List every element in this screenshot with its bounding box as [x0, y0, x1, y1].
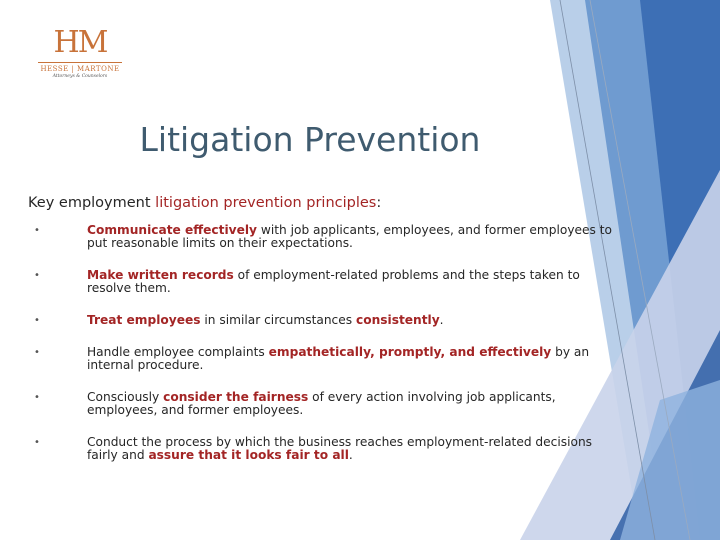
logo-name: HESSE | MARTONE [38, 62, 122, 73]
bullet-prefix: Handle employee complaints [87, 345, 269, 359]
bullet-glyph: • [34, 437, 40, 448]
bullet-text: in similar circumstances [200, 313, 356, 327]
bullet-glyph: • [34, 225, 40, 236]
bullet-emphasis: assure that it looks fair to all [148, 448, 349, 462]
intro-prefix: Key employment [28, 195, 156, 211]
bullet-glyph: • [34, 392, 40, 403]
bullet-glyph: • [34, 315, 40, 326]
intro-suffix: : [376, 195, 382, 211]
bullet-text: of every action involving job applicants, employees, and former employees. [87, 390, 556, 417]
list-item [34, 391, 614, 417]
slide-title: Litigation Prevention [139, 120, 481, 159]
bullet-emphasis-2: consistently [355, 313, 440, 327]
bullet-emphasis: empathetically, promptly, and effectively [268, 345, 552, 359]
company-logo [38, 25, 122, 79]
list-item [34, 346, 614, 372]
intro-line [28, 195, 381, 211]
bullet-emphasis: Make written records [87, 268, 234, 282]
logo-tagline: Attorneys & Counselors [52, 74, 108, 79]
bullet-prefix: Conduct the process by which the business reaches employment-related decisions fairly and [87, 435, 593, 462]
bullet-text: . [348, 448, 353, 462]
bullet-text: with job applicants, employees, and former employees to put reasonable limits on their expectations. [87, 223, 613, 250]
bullet-prefix: Consciously [87, 390, 164, 404]
bullet-text: of employment-related problems and the steps taken to resolve them. [87, 268, 580, 295]
bullet-glyph: • [34, 270, 40, 281]
intro-highlight: litigation prevention principles [155, 195, 377, 211]
bullet-emphasis: Communicate effectively [87, 223, 257, 237]
bullet-text: by an internal procedure. [87, 345, 590, 372]
list-item [34, 224, 614, 250]
bullet-emphasis: consider the fairness [163, 390, 309, 404]
list-item [34, 436, 614, 462]
bullet-emphasis: Treat employees [87, 313, 201, 327]
bullet-glyph: • [34, 347, 40, 358]
list-item [34, 269, 614, 295]
list-item [34, 314, 614, 327]
logo-mark: HM [53, 25, 107, 60]
principles-list [34, 224, 614, 462]
bullet-text-2: . [439, 313, 444, 327]
